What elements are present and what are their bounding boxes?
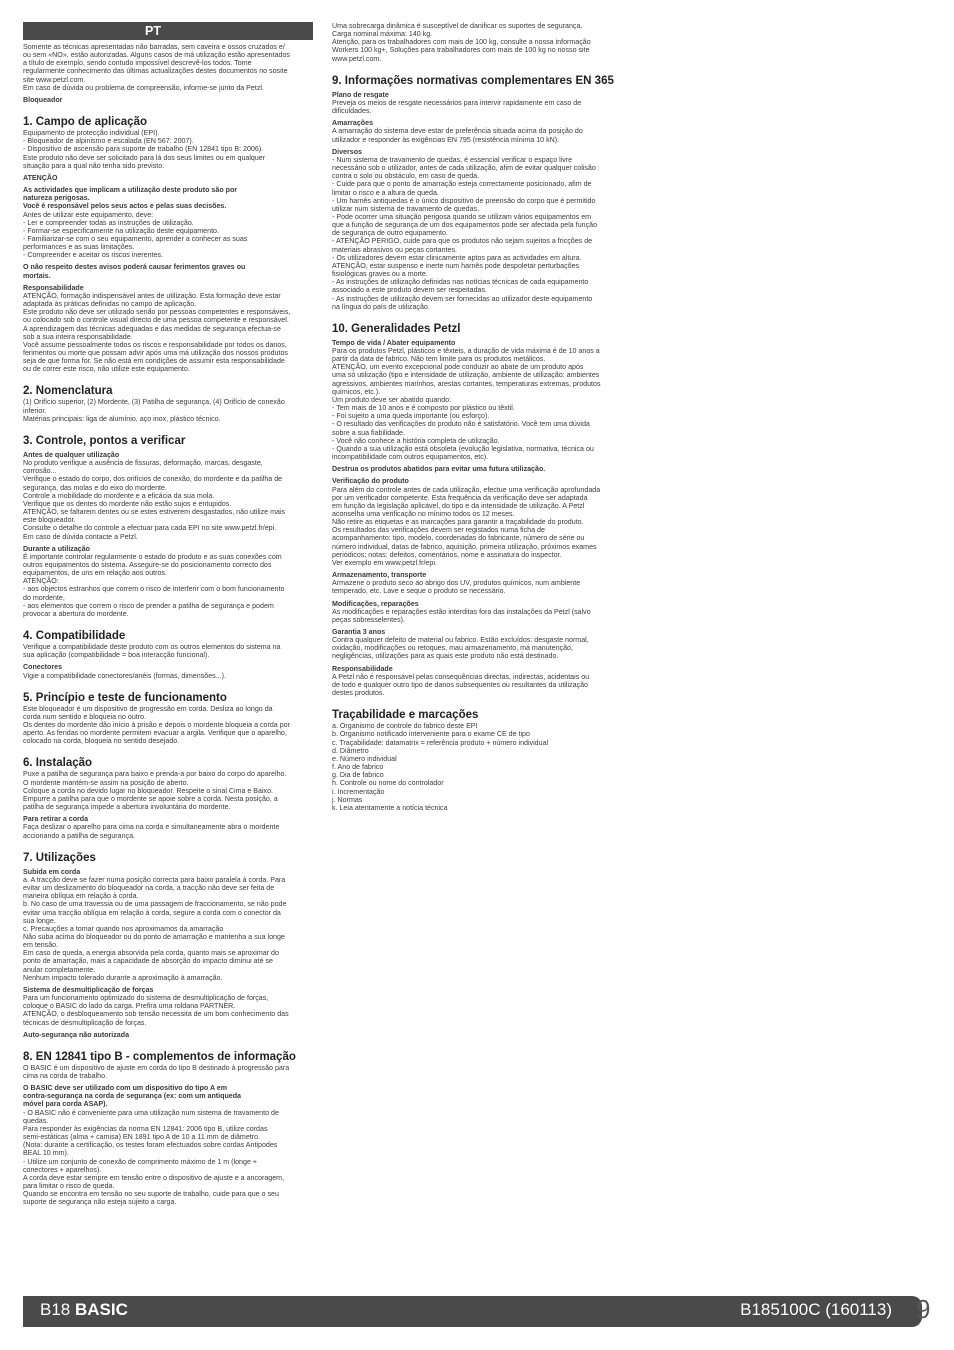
paragraph: Somente as técnicas apresentadas não barradas, sem caveira e ossos cruzados e/ ou sem «NO», estão autorizadas. Alguns casos de má utilização estão apresentados a título de exemplo, sendo contudo impossível descrevê-los todos. Tome regularmente conhecimento das últimas actualizações destes documentos no sosite site www.petzl.com. Em caso de dúvida ou problema de compreensão, informe-se junto da Petzl. (23, 43, 290, 92)
section-heading: 10. Generalidades Petzl (332, 322, 461, 335)
warning-text: O não respeito destes avisos poderá causar ferimentos graves ou mortais. (23, 263, 246, 280)
paragraph: Equipamento de protecção individual (EPI). - Bloqueador de alpinismo e escalada (EN 567: 2007). - Dispositivo de ascensão para suporte de trabalho (EN 12841 tipo B: 2006). Este produto não deve ser solicitado para lá dos seus limites ou em qualquer situação para a qual não tenha sido previsto. (23, 129, 266, 170)
subheading: Sistema de desmultiplicação de forças (23, 985, 154, 994)
subheading: Diversos (332, 147, 362, 156)
paragraph: Para um funcionamento optimizado do sistema de desmultiplicação de forças, coloque o BASIC do lado da carga. Prefira uma roldana PARTNER. ATENÇÃO, o desbloqueamento sob tensão necessita de um bom conhecimento das técnicas de desmultiplicação de forças. (23, 994, 289, 1027)
product-name: BASIC (74, 1300, 128, 1319)
section-heading: 9. Informações normativas complementares EN 365 (332, 74, 614, 87)
subheading: Durante a utilização (23, 544, 91, 553)
paragraph: a. Organismo de controle do fabrico deste EPI b. Organismo notificado interveniente para o exame CE de tipo c. Traçabilidade: datamatrix = referência produto + número individual d. Diâmetro e. Número individual f. Ano de fabrico g. Dia de fabrico h. Controle ou nome do controlador i. Incrementação j. Normas k. Leia atentamente a notícia técnica (332, 722, 549, 812)
subheading: Conectores (23, 663, 63, 672)
subheading: Modificações, reparações (332, 599, 419, 608)
section-heading: 3. Controle, pontos a verificar (23, 434, 186, 447)
section-heading: 2. Nomenclatura (23, 385, 113, 398)
paragraph: Armazene o produto seco ao abrigo dos UV, produtos químicos, num ambiente temperado, etc. Lave e seque o produto se necessário. (332, 579, 581, 596)
section-heading: 7. Utilizações (23, 851, 96, 864)
warning-text: Destrua os produtos abatidos para evitar uma futura utilização. (332, 465, 546, 474)
document-reference: B185100C (160113) (740, 1300, 892, 1319)
paragraph: A Petzl não é responsável pelas consequências directas, indirectas, acidentais ou de todo e qualquer outro tipo de danos subsequentes ou resultantes da utilização destes produtos. (332, 672, 590, 698)
subheading: Garantia 3 anos (332, 628, 386, 636)
section-heading: Traçabilidade e marcações (332, 709, 479, 722)
paragraph: Para os produtos Petzl, plásticos e têxteis, a duração de vida máxima é de 10 anos a partir da data de fabrico. Não tem limite para os produtos metálicos. ATENÇÃO, um evento excepcional pode conduzir ao abate de um produto após uma só utilização (tipo e intensidade de utilização, ambiente de utilização: ambientes agressivos, ambientes marinhos, arestas cortantes, temperaturas extremas, produtos químicos, etc.). Um produto deve ser abatido quando: - Tem mais de 10 anos e é composto por plástico ou têxtil. - Foi sujeito a uma queda importante (ou esforço). - O resultado das verificações do produto não é satisfatório. Você tem uma dúvida sobre a sua fiabilidade. - Você não conhece a história completa de utilização. - Quando a sua utilização está obsoleta (evolução legislativa, normativa, técnica ou incompatibilidade com outros equipamentos, etc). (332, 347, 601, 462)
paragraph: Verifique a compatibilidade deste produto com os outros elementos do sistema na sua aplicação (compatibilidade = boa interacção funcional). (23, 643, 281, 660)
paragraph: (1) Orifício superior, (2) Mordente, (3) Patilha de segurança, (4) Orifício de conexão inferior. Matérias principais: liga de alumínio, aço inox, plástico técnico. (23, 398, 285, 423)
subheading: Amarrações (332, 119, 374, 128)
paragraph: Contra qualquer defeito de material ou fabrico. Estão excluídos: desgaste normal, oxidação, modificações ou retoques, mau armazenamento, má manutenção, negligências, utilizações para as quais este produto não está destinado. (332, 636, 589, 661)
paragraph: a. A tracção deve se fazer numa posição correcta para baixo paralela à corda. Para evitar um deslizamento do bloqueador na corda, a tracção não deve ser feita de maneira oblíqua em relação à corda. b. No caso de uma travessia ou de uma passagem de fraccionamento, se não pode evitar uma tracção oblíqua em relação à corda, segure a corda com o conector da sua longe. c. Precauções a tomar quando nos aproximamos da amarração Não suba acima do bloqueador ou do ponto de amarração e mantenha a sua longe em tensão. Em caso de queda, a energia absorvida pela corda, quanto mais se aproximar do ponto de amarração, mais a capacidade de absorção do impacto diminui até se anular completamente. Nenhum impacto tolerado durante a aproximação à amarração. (23, 875, 287, 982)
left-column (23, 22, 313, 1207)
subheading: Plano de resgate (332, 90, 389, 99)
subheading: Responsabilidade (332, 664, 393, 673)
subheading: ATENÇÃO (23, 173, 58, 182)
paragraph: Uma sobrecarga dinâmica é susceptível de danificar os suportes de segurança. Carga nominal máxima: 140 kg. Atenção, para os trabalhadores com mais de 100 kg, consulte a nossa informação Workers 100 kg+, Soluções para trabalhadores com mais de 100 kg no nosso site www.petzl.com. (332, 22, 591, 63)
paragraph: As modificações e reparações estão interditas fora das instalações da Petzl (salvo peças sobresselentes). (332, 607, 591, 624)
section-heading: 5. Princípio e teste de funcionamento (23, 691, 227, 704)
paragraph: Faça deslizar o aparelho para cima na corda e simultaneamente abra o mordente accionando a patilha de segurança. (23, 823, 280, 840)
paragraph: - Num sistema de travamento de quedas, é essencial verificar o espaço livre necessário sob o utilizador, antes de cada utilização, afim de evitar qualquer colisão contra o solo ou obstáculo, em caso de queda. - Cuide para que o ponto de amarração esteja correctamente posicionado, afim de limitar o risco e a altura de queda. - Um harnês antiquedas é o único dispositivo de preensão do corpo que é permitido utilizar num sistema de travamento de quedas. - Pode ocorrer uma situação perigosa quando se utilizam vários equipamentos em que a função de segurança de um dos equipamentos pode ser afectada pela função de segurança de outro equipamento. - ATENÇÃO PERIGO, cuide para que os produtos não sejam sujeitos a fricções de materiais abrasivos ou peças cortantes. - Os utilizadores devem estar clinicamente aptos para as actividades em altura. ATENÇÃO, estar suspenso e inerte num harnês pode despoletar perturbações fisiológicas graves ou a morte. - As instruções de utilização definidas nas notícias técnicas de cada equipamento associado a este produto devem ser respeitadas. - As instruções de utilização devem ser fornecidas ao utilizador deste equipamento na língua do país de utilização. (332, 155, 598, 311)
subheading: Auto-segurança não autorizada (23, 1030, 130, 1039)
paragraph: - O BASIC não é conveniente para uma utilização num sistema de travamento de quedas. Para responder às exigências da norma EN 12841: 2006 tipo B, utilize cordas semi-estáticas (alma + camisa) EN 1891 tipo A de 10 a 11 mm de diâmetro. (Nota: durante a certificação, os testes foram efectuados sobre cordas Antipodes BEAL 10 mm). - Utilize um conjunto de conexão de comprimento máximo de 1 m (longe + conectores + aparelhos). A corda deve estar sempre em tensão entre o dispositivo de ajuste e a ancoragem, para limitar o risco de queda. Quando se encontra em tensão no seu suporte de trabalho, cuide para que o seu suporte de segurança não esteja sujeito a carga. (23, 1108, 285, 1207)
product-title (40, 1300, 128, 1320)
section-heading: 1. Campo de aplicação (23, 116, 147, 129)
footer-bar (23, 1296, 922, 1327)
product-code: B18 (40, 1300, 71, 1319)
paragraph: Puxe a patilha de segurança para baixo e prenda-a por baixo do corpo do aparelho. O mordente mantém-se assim na posição de aberto. Coloque a corda no devido lugar no bloqueador. Respeite o sinal Cima e Baixo. Empurre a patilha para que o mordente se apoie sobre a corda. Nesta posição, a patilha de segurança impede a abertura involuntária do mordente. (23, 770, 287, 812)
section-heading: 6. Instalação (23, 757, 93, 770)
paragraph: É importante controlar regularmente o estado do produto e as suas conexões com outros equipamentos do sistema. Assegure-se do posicionamento correcto dos equipamentos, de uns em relação aos outros. ATENÇÃO: - aos objectos estranhos que correm o risco de interferir com o bom funcionamento do mordente, - aos elementos que correm o risco de prender a patilha de segurança e podem provocar a abertura do mordente. (23, 552, 285, 618)
page-number: 9 (916, 1294, 931, 1324)
paragraph: No produto verifique a ausência de fissuras, deformação, marcas, desgaste, corrosão... Verifique o estado do corpo, dos orifícios de conexão, do mordente e da patilha de segurança, das molas e do eixo do mordente. Controle a mobilidade do mordente e a eficácia da sua mola. Verifique que os dentes do mordente não estão sujos e entupidos. ATENÇÃO, se faltarem dentes ou se estes estiverem desgastados, não utilize mais este bloqueador. Consulte o detalhe do controle a efectuar para cada EPI no site www.petzl.fr/epi. Em caso de dúvida contacte a Petzl. (23, 459, 286, 541)
warning-text: O BASIC deve ser utilizado com um dispositivo do tipo A em contra-segurança na corda de segurança (ex: com um antiqueda móvel para corda ASAP). (23, 1084, 241, 1109)
subheading: Verificação do produto (332, 477, 409, 486)
paragraph: O BASIC é um dispositivo de ajuste em corda do tipo B destinado à progressão para cima na corda de trabalho. (23, 1063, 290, 1080)
paragraph: A amarração do sistema deve estar de preferência situada acima da posição do utilizador e responder às exigências EN 795 (resistência mínima 10 kN). (332, 127, 583, 144)
left-content (23, 43, 313, 1207)
paragraph: Este bloqueador é um dispositivo de progressão em corda. Desliza ao longo da corda num sentido e bloqueia no outro. Os dentes do mordente dão início à prisão e depois o mordente bloqueia a corda por aperto. As fendas no mordente permitem evacuar a argila. Verifique que o aparelho, colocado na corda, bloqueia no sentido desejado. (23, 704, 290, 746)
subheading: Responsabilidade (23, 283, 84, 292)
paragraph: Para além do controle antes de cada utilização, efectue uma verificação aprofundada por um verificador competente. Esta frequência da verificação deve ser adaptada em função da legislação aplicável, do tipo e da intensidade de utilização. A Petzl aconselha uma verificação no mínimo todos os 12 meses. Não retire as etiquetas e as marcações para garantir a traçabilidade do produto. Os resultados das verificações devem ser registados numa ficha de acompanhamento: tipo, modelo, coordenadas do fabricante, número de série ou número individual, datas de fabrico, aquisição, primeira utilização, próximos exames periódicos; notas: defeitos, comentários, nome e assinatura do inspector. Ver exemplo em www.petzl.fr/epi. (332, 485, 601, 567)
language-tab: PT (23, 22, 313, 40)
paragraph: Vigie a compatibilidade conectores/anéis (formas, dimensões...). (23, 671, 226, 680)
subheading: Bloqueador (23, 95, 63, 104)
subheading: Para retirar a corda (23, 815, 89, 824)
subheading: Armazenamento, transporte (332, 571, 427, 580)
section-heading: 4. Compatibilidade (23, 630, 126, 643)
warning-text: As actividades que implicam a utilização deste produto são por natureza perigosas. Você é responsável pelos seus actos e pelas suas decisões. (23, 186, 238, 211)
paragraph: Preveja os meios de resgate necessários para intervir rapidamente em caso de dificuldades. (332, 98, 582, 116)
right-content (332, 22, 620, 812)
subheading: Tempo de vida / Abater equipamento (332, 338, 456, 347)
subheading: Antes de qualquer utilização (23, 450, 120, 459)
paragraph: ATENÇÃO, formação indispensável antes de utilização. Esta formação deve estar adaptada às práticas definidas no campo de aplicação. Este produto não deve ser utilizado senão por pessoas competentes e responsáveis, ou colocado sob o controle visual directo de uma pessoa competente e responsável. A aprendizagem das técnicas adequadas e das medidas de segurança efectua-se sob a sua inteira responsabilidade. Você assume pessoalmente todos os riscos e responsabilidade por todos os danos, ferimentos ou morte que possam advir após uma má utilização dos nossos produtos seja de que forma for. Se não está em condições de assumir esta responsabilidade ou de correr este risco, não utilize este equipamento. (23, 291, 291, 374)
right-column (332, 22, 620, 812)
subheading: Subida em corda (23, 867, 81, 876)
paragraph: Antes de utilizar este equipamento, deve: - Ler e compreender todas as instruções de utilização. - Formar-se especificamente na utilização deste equipamento. - Familiarizar-se com o seu equipamento, aprender a conhecer as suas performances e as suas limitações. - Compreender e aceitar os riscos inerentes. (23, 210, 248, 260)
section-heading: 8. EN 12841 tipo B - complementos de informação (23, 1050, 296, 1063)
